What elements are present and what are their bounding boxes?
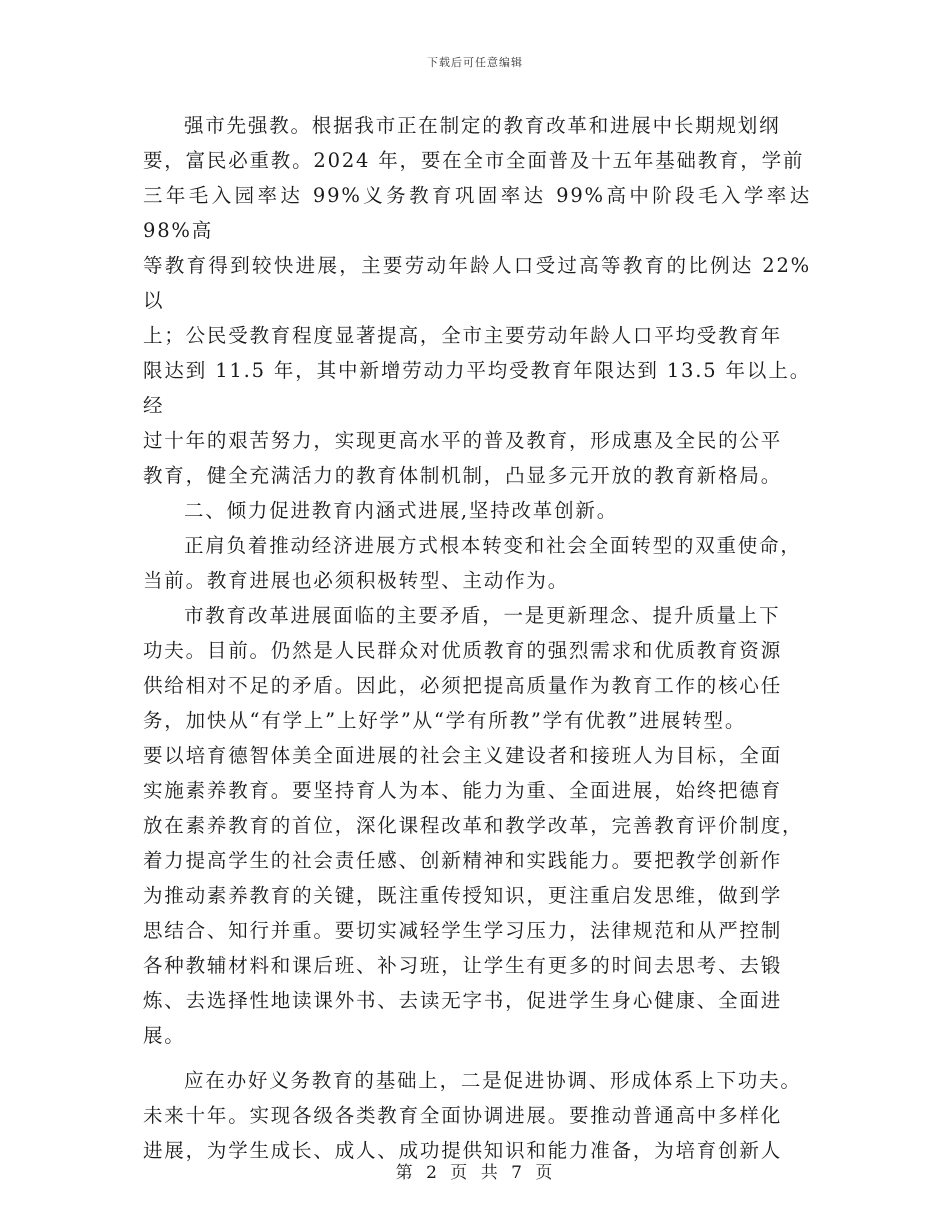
page-header-note: 下载后可任意编辑 [427, 56, 523, 69]
document-body [143, 108, 811, 1168]
paragraph-transformation: 正肩负着推动经济进展方式根本转变和社会全面转型的双重使命， 当前。教育进展也必须积极转型、主动作为。 [143, 534, 802, 592]
page-number: 第 2 页 共 7 页 [395, 1163, 555, 1183]
paragraph-goals: 强市先强教。根据我市正在制定的教育改革和进展中长期规划纲 要，富民必重教。2024 年，要在全市全面普及十五年基础教育，学前 三年毛入园率达 99%义务教育巩固率达 99%高中阶段毛入学率达 98%高 等教育得到较快进展，主要劳动年龄人口受过高等教育的比例达 22%以 上；公民受教育程度显著提高，全市主要劳动年龄人口平均受教育年 限达到 11.5 年，其中新增劳动力平均受教育年限达到 13.5 年以上。经 过十年的艰苦努力，实现更高水平的普及教育，形成惠及全民的公平 教育，健全充满活力的教育体制机制，凸显多元开放的教育新格局。 [143, 114, 811, 487]
paragraph-coordination: 应在办好义务教育的基础上，二是促进协调、形成体系上下功夫。 未来十年。实现各级各类教育全面协调进展。要推动普通高中多样化 进展，为学生成长、成人、成功提供知识和能力准备，为培育创新人 [143, 1069, 802, 1162]
paragraph-quality-reform: 市教育改革进展面临的主要矛盾，一是更新理念、提升质量上下 功夫。目前。仍然是人民群众对优质教育的强烈需求和优质教育资源 供给相对不足的矛盾。因此，必须把提高质量作为教育工作的核心任 务，加快从“有学上”上好学”从“学有所教”学有优教”进展转型。 要以培育德智体美全面进展的社会主义建设者和接班人为目标，全面 实施素养教育。要坚持育人为本、能力为重、全面进展，始终把德育 放在素养教育的首位，深化课程改革和教学改革，完善教育评价制度， 着力提高学生的社会责任感、创新精神和实践能力。要把教学创新作 为推动素养教育的关键，既注重传授知识，更注重启发思维，做到学 思结合、知行并重。要切实减轻学生学习压力，法律规范和从严控制 各种教辅材料和课后班、补习班，让学生有更多的时间去思考、去锻 炼、去选择性地读课外书、去读无字书，促进学生身心健康、全面进 展。 [143, 604, 804, 1047]
paragraph-section-heading: 二、倾力促进教育内涵式进展,坚持改革创新。 [184, 499, 618, 522]
